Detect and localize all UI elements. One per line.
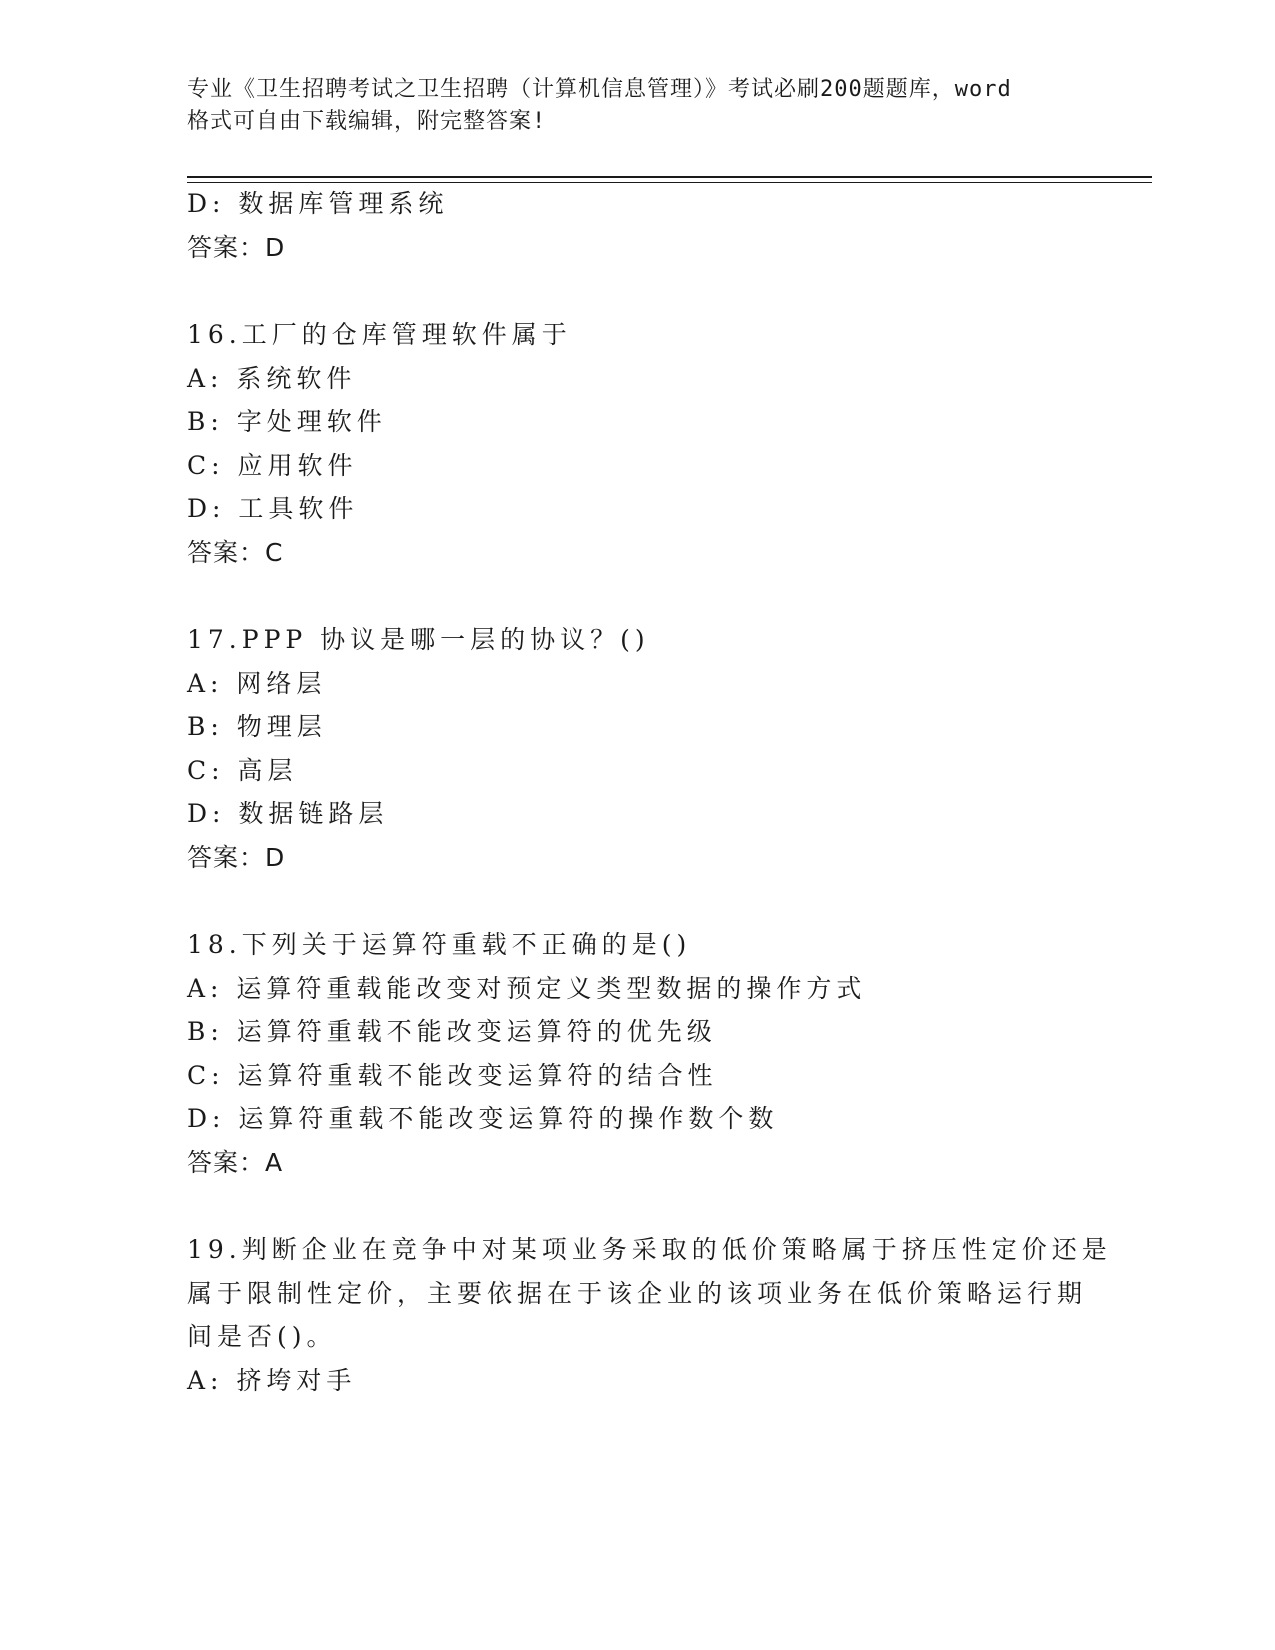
document-header — [187, 74, 1087, 138]
header-divider-thick — [187, 176, 1152, 178]
q16-question: 16.工厂的仓库管理软件属于 — [187, 320, 572, 349]
q19-question-line-1: 19.判断企业在竞争中对某项业务采取的低价策略属于挤压性定价还是 — [187, 1235, 1112, 1264]
q17-option-d: D: 数据链路层 — [187, 799, 389, 828]
q18-option-d: D: 运算符重载不能改变运算符的操作数个数 — [187, 1104, 779, 1133]
prev-option-d: D: 数据库管理系统 — [187, 189, 449, 218]
q16-option-a: A: 系统软件 — [187, 364, 357, 393]
q17-question: 17.PPP 协议是哪一层的协议？() — [187, 625, 650, 654]
header-line-2: 格式可自由下载编辑，附完整答案! — [187, 109, 547, 134]
header-divider-thin — [187, 182, 1152, 183]
q18-option-c: C: 运算符重载不能改变运算符的结合性 — [187, 1061, 718, 1090]
q17-option-c: C: 高层 — [187, 756, 298, 785]
q16-option-b: B: 字处理软件 — [187, 407, 387, 436]
q18-option-a: A: 运算符重载能改变对预定义类型数据的操作方式 — [187, 974, 867, 1003]
q19-question-line-3: 间是否()。 — [187, 1322, 337, 1351]
q18-question: 18.下列关于运算符重载不正确的是() — [187, 930, 692, 959]
q19-option-a: A: 挤垮对手 — [187, 1366, 357, 1395]
q16-option-d: D: 工具软件 — [187, 494, 359, 523]
q18-answer: 答案：A — [187, 1148, 284, 1177]
header-line-1: 专业《卫生招聘考试之卫生招聘（计算机信息管理）》考试必刷200题题库，word — [187, 77, 1012, 102]
q17-option-a: A: 网络层 — [187, 669, 327, 698]
q16-answer: 答案：C — [187, 538, 284, 567]
q17-option-b: B: 物理层 — [187, 712, 327, 741]
q19-question-line-2: 属于限制性定价，主要依据在于该企业的该项业务在低价策略运行期 — [187, 1279, 1088, 1308]
q17-answer: 答案：D — [187, 843, 286, 872]
prev-answer: 答案：D — [187, 233, 286, 262]
q18-option-b: B: 运算符重载不能改变运算符的优先级 — [187, 1017, 717, 1046]
q16-option-c: C: 应用软件 — [187, 451, 358, 480]
